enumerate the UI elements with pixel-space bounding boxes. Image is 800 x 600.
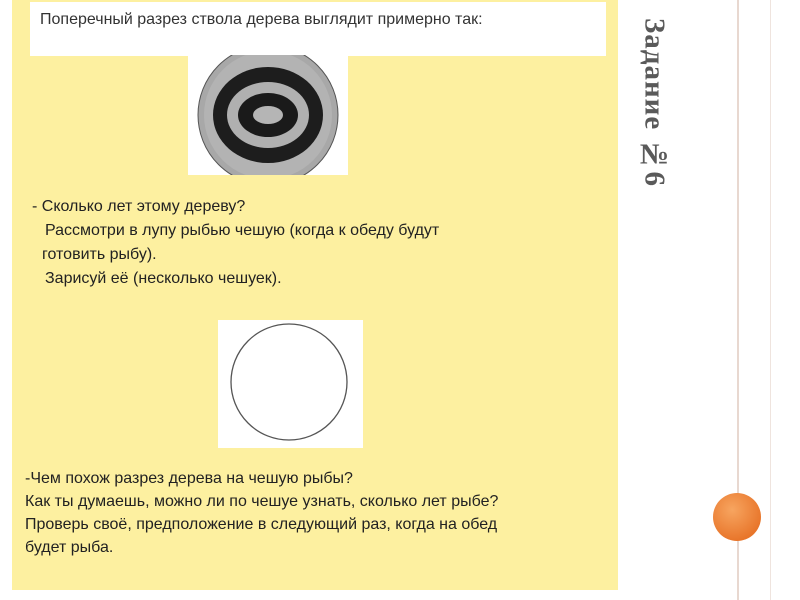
fish-scale-circle-icon <box>218 320 363 448</box>
title-box <box>30 2 606 56</box>
question-2-line-4: будет рыба. <box>25 539 114 556</box>
orange-circle-icon <box>712 492 762 542</box>
title-box-text: Поперечный разрез ствола дерева выглядит примерно так: <box>40 11 483 28</box>
tree-rings-icon <box>188 55 348 175</box>
slide-title: Задание №6 <box>638 18 671 188</box>
question-1-line-1: - Сколько лет этому дереву? <box>32 198 246 215</box>
question-block-1 <box>32 195 439 291</box>
empty-circle-image <box>218 320 363 448</box>
question-2-line-3: Проверь своё, предположение в следующий раз, когда на обед <box>25 516 498 533</box>
question-2-line-2: Как ты думаешь, можно ли по чешуе узнать, сколько лет рыбе? <box>25 493 499 510</box>
question-1-line-4: Зарисуй её (несколько чешуек). <box>45 270 282 287</box>
question-2-line-1: -Чем похож разрез дерева на чешую рыбы? <box>25 470 353 487</box>
decorative-line-thin <box>770 0 771 600</box>
question-1-line-3: готовить рыбу). <box>42 246 157 263</box>
question-1-line-2: Рассмотри в лупу рыбью чешую (когда к обеду будут <box>45 222 440 239</box>
tree-cross-section-image <box>188 55 348 175</box>
question-block-2 <box>25 467 498 559</box>
